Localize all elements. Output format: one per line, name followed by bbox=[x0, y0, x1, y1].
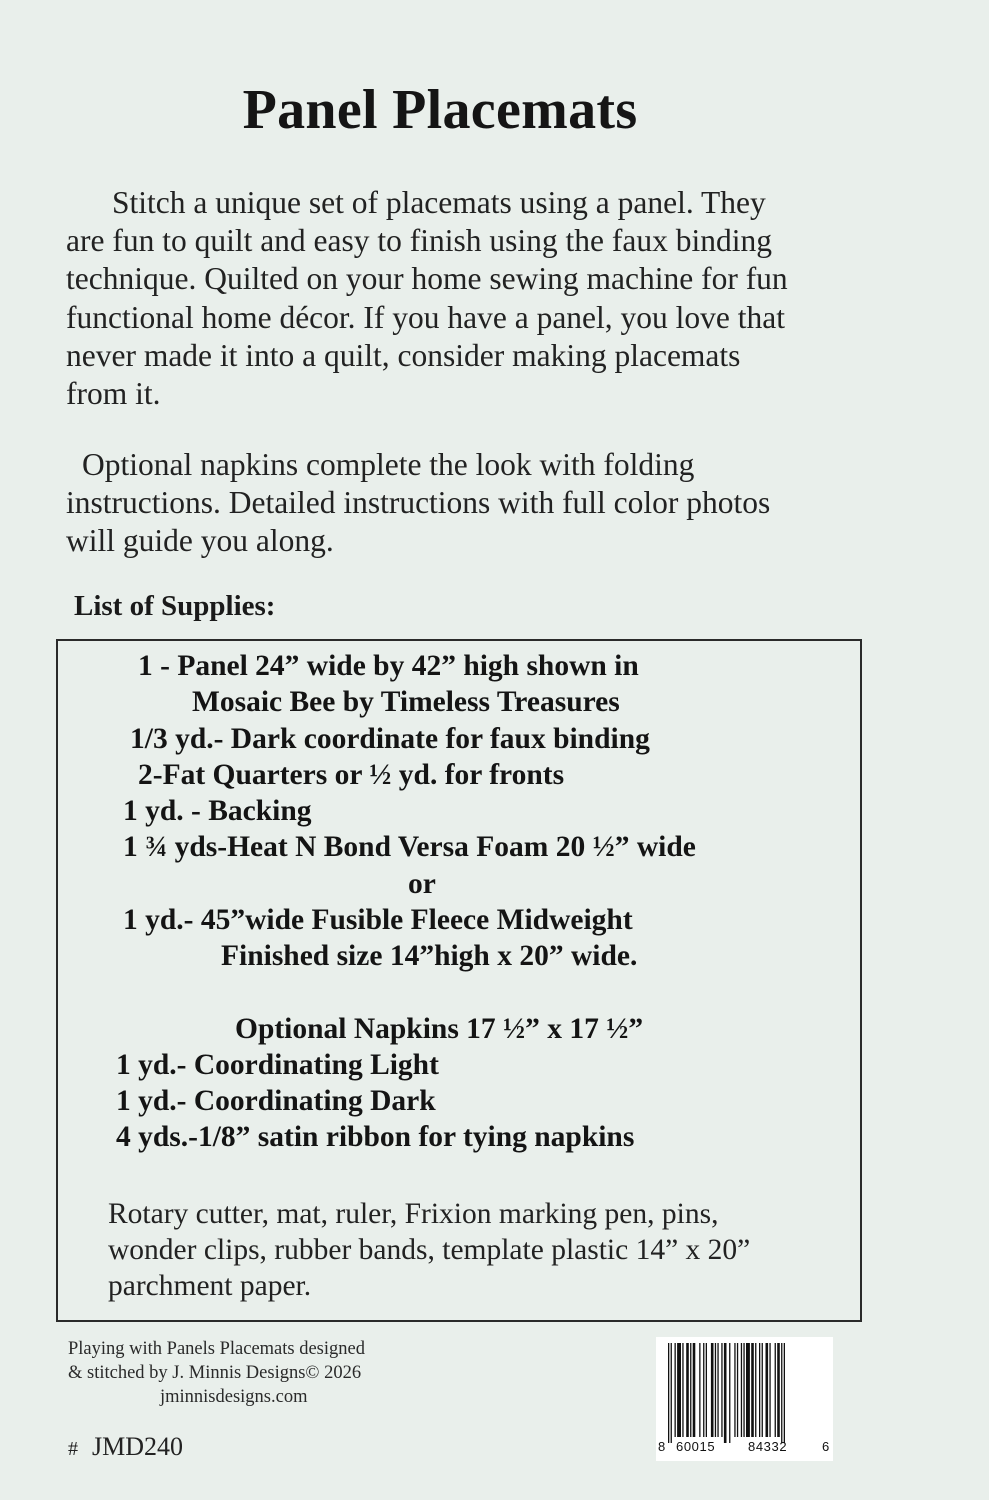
credit-line: & stitched by J. Minnis Designs© 2026 bbox=[68, 1363, 362, 1383]
barcode-bar bbox=[717, 1343, 718, 1437]
barcode-digit: 6 bbox=[822, 1439, 830, 1454]
barcode-bar bbox=[724, 1343, 727, 1443]
supply-line: 1 ¾ yds-Heat N Bond Versa Foam 20 ½” wide bbox=[123, 831, 696, 863]
barcode-bar bbox=[769, 1343, 770, 1437]
intro-line: Optional napkins complete the look with folding bbox=[82, 447, 695, 482]
barcode-bar bbox=[755, 1343, 756, 1437]
credit-line: Playing with Panels Placemats designed bbox=[68, 1339, 365, 1359]
designer-credits bbox=[68, 1337, 365, 1409]
barcode-bar bbox=[741, 1343, 742, 1437]
barcode-bar bbox=[675, 1343, 676, 1437]
page-title: Panel Placemats bbox=[242, 79, 638, 141]
barcode-bar bbox=[721, 1343, 722, 1437]
intro-line: from it. bbox=[66, 376, 161, 412]
intro-line: will guide you along. bbox=[66, 523, 334, 559]
supply-line: 1 yd. - Backing bbox=[123, 795, 312, 827]
other-supplies-line: wonder clips, rubber bands, template plastic 14” x 20” bbox=[108, 1234, 751, 1266]
barcode-digit: 8 bbox=[658, 1439, 666, 1454]
barcode-bar bbox=[759, 1343, 760, 1437]
intro-line: Stitch a unique set of placemats using a panel. They bbox=[112, 185, 766, 220]
intro-line: instructions. Detailed instructions with full color photos bbox=[66, 485, 771, 521]
website-text: jminnisdesigns.com bbox=[160, 1387, 308, 1407]
barcode-bar bbox=[693, 1343, 696, 1437]
supply-line: Optional Napkins 17 ½” x 17 ½” bbox=[235, 1013, 644, 1045]
barcode-bar bbox=[781, 1343, 782, 1443]
supplies-heading: List of Supplies: bbox=[74, 590, 276, 622]
other-supplies bbox=[108, 1196, 848, 1304]
pattern-code: JMD240 bbox=[92, 1432, 184, 1461]
barcode-bar bbox=[686, 1343, 689, 1437]
supply-line: 1 yd.- Coordinating Dark bbox=[116, 1085, 436, 1117]
barcode-digits bbox=[656, 1439, 833, 1459]
intro-paragraph-1 bbox=[66, 184, 886, 413]
intro-line: functional home décor. If you have a panel, you love that bbox=[66, 299, 786, 335]
barcode-bar bbox=[706, 1343, 707, 1437]
barcode-bar bbox=[762, 1343, 763, 1437]
supply-line: 1 yd.- Coordinating Light bbox=[116, 1049, 439, 1081]
barcode-bar bbox=[737, 1343, 738, 1437]
barcode-bar bbox=[743, 1343, 744, 1437]
barcode-bar bbox=[751, 1343, 754, 1437]
barcode-bar bbox=[668, 1343, 669, 1443]
supply-line: Finished size 14”high x 20” wide. bbox=[221, 940, 638, 972]
barcode-bar bbox=[711, 1343, 714, 1437]
barcode-bar bbox=[729, 1343, 730, 1443]
barcode-bar bbox=[777, 1343, 780, 1437]
supply-line: 1/3 yd.- Dark coordinate for faux binding bbox=[130, 723, 650, 755]
other-supplies-line: parchment paper. bbox=[108, 1270, 312, 1302]
intro-paragraph-2 bbox=[66, 446, 886, 561]
barcode-digit: 60015 bbox=[676, 1439, 716, 1454]
intro-line: technique. Quilted on your home sewing machine for fun bbox=[66, 261, 788, 297]
barcode-bar bbox=[784, 1343, 785, 1443]
hash-symbol: # bbox=[68, 1438, 78, 1460]
barcode-bar bbox=[703, 1343, 704, 1437]
supply-line: 1 yd.- 45”wide Fusible Fleece Midweight bbox=[123, 904, 633, 936]
supply-line: or bbox=[408, 868, 436, 900]
barcode-bar bbox=[677, 1343, 681, 1437]
pattern-number bbox=[68, 1432, 183, 1462]
barcode bbox=[656, 1337, 833, 1461]
intro-line: are fun to quilt and easy to finish using the faux binding bbox=[66, 223, 772, 259]
barcode-bar bbox=[690, 1343, 691, 1437]
barcode-digit: 84332 bbox=[748, 1439, 788, 1454]
intro-line: never made it into a quilt, consider making placemats bbox=[66, 337, 741, 373]
supply-line: 1 - Panel 24” wide by 42” high shown in bbox=[138, 650, 639, 682]
barcode-bar bbox=[671, 1343, 672, 1443]
barcode-bar bbox=[766, 1343, 769, 1437]
barcode-bar bbox=[699, 1343, 700, 1437]
barcode-bar bbox=[746, 1343, 750, 1437]
supply-line: Mosaic Bee by Timeless Treasures bbox=[192, 686, 620, 718]
barcode-bar bbox=[715, 1343, 716, 1437]
barcode-bar bbox=[682, 1343, 683, 1437]
barcode-bar bbox=[734, 1343, 735, 1437]
supply-line: 2-Fat Quarters or ½ yd. for fronts bbox=[138, 759, 565, 791]
other-supplies-line: Rotary cutter, mat, ruler, Frixion marking pen, pins, bbox=[108, 1198, 719, 1230]
barcode-bar bbox=[775, 1343, 776, 1437]
supply-line: 4 yds.-1/8” satin ribbon for tying napkins bbox=[116, 1121, 635, 1153]
